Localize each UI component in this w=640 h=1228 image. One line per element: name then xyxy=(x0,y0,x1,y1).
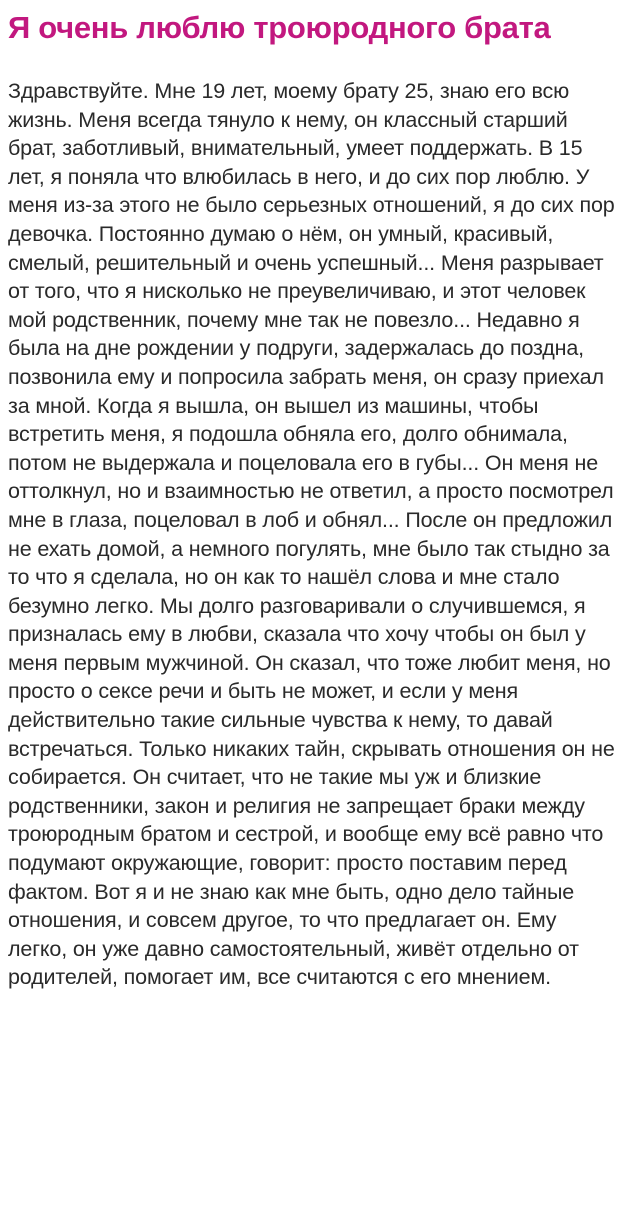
article-body: Здравствуйте. Мне 19 лет, моему брату 25, знаю его всю жизнь. Меня всегда тянуло к нему, он классный старший брат, заботливый, внимательный, умеет поддержать. В 15 лет, я поняла что влюбилась в него, и до сих пор люблю. У меня из-за этого не было серьезных отношений, я до сих пор девочка. Постоянно думаю о нём, он умный, красивый, смелый, решительный и очень успешный... Меня разрывает от того, что я нисколько не преувеличиваю, и этот человек мой родственник, почему мне так не повезло... Недавно я была на дне рождении у подруги, задержалась до поздна, позвонила ему и попросила забрать меня, он сразу приехал за мной. Когда я вышла, он вышел из машины, чтобы встретить меня, я подошла обняла его, долго обнимала, потом не выдержала и поцеловала его в губы... Он меня не оттолкнул, но и взаимностью не ответил, а просто посмотрел мне в глаза, поцеловал в лоб и обнял... После он предложил не ехать домой, а немного погулять, мне было так стыдно за то что я сделала, но он как то нашёл слова и мне стало безумно легко. Мы долго разговаривали о случившемся, я призналась ему в любви, сказала что хочу чтобы он был у меня первым мужчиной. Он сказал, что тоже любит меня, но просто о сексе речи и быть не может, и если у меня действительно такие сильные чувства к нему, то давай встречаться. Только никаких тайн, скрывать отношения он не собирается. Он считает, что не такие мы уж и близкие родственники, закон и религия не запрещает браки между троюродным братом и сестрой, и вообще ему всё равно что подумают окружающие, говорит: просто поставим перед фактом. Вот я и не знаю как мне быть, одно дело тайные отношения, и совсем другое, то что предлагает он. Ему легко, он уже давно самостоятельный, живёт отдельно от родителей, помогает им, все считаются с его мнением. xyxy=(8,79,615,990)
article-title: Я очень люблю троюродного брата xyxy=(8,10,551,45)
